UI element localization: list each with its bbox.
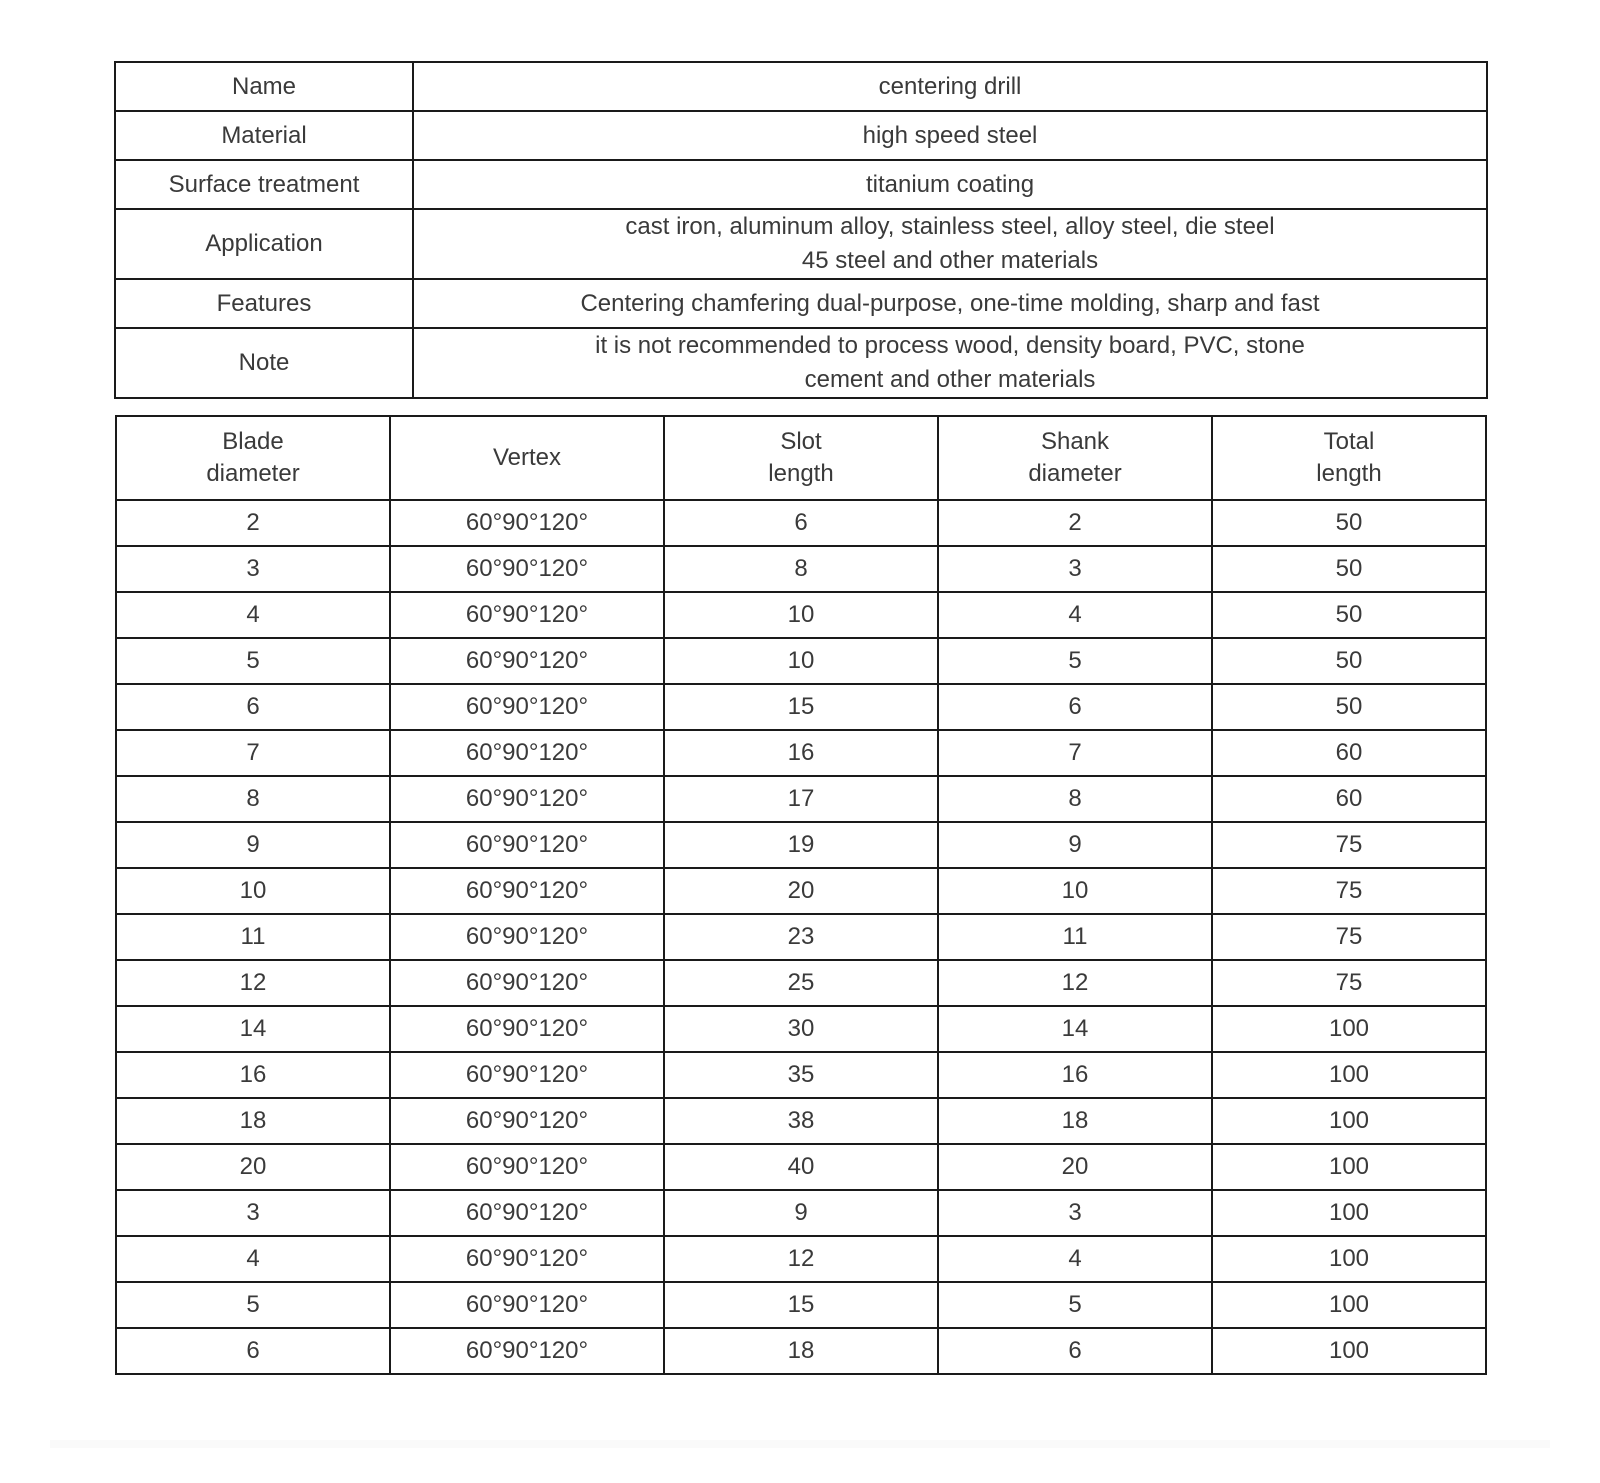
table-cell: 14 — [116, 1006, 390, 1052]
info-value — [413, 279, 1487, 328]
table-cell: 60°90°120° — [390, 1328, 664, 1374]
table-cell: 25 — [664, 960, 938, 1006]
table-cell: 11 — [938, 914, 1212, 960]
table-row — [116, 730, 1486, 776]
table-row — [116, 1328, 1486, 1374]
table-cell: 9 — [938, 822, 1212, 868]
info-value-line: it is not recommended to process wood, density board, PVC, stone — [595, 332, 1305, 359]
spec-header-line: length — [768, 460, 834, 487]
product-info-table — [114, 61, 1488, 399]
info-value — [413, 160, 1487, 209]
table-row — [116, 960, 1486, 1006]
table-cell: 5 — [938, 1282, 1212, 1328]
info-value-line: Centering chamfering dual-purpose, one-time molding, sharp and fast — [580, 289, 1320, 317]
table-cell: 16 — [664, 730, 938, 776]
table-cell: 10 — [938, 868, 1212, 914]
table-row — [116, 1144, 1486, 1190]
table-cell: 60°90°120° — [390, 546, 664, 592]
table-cell: 60°90°120° — [390, 1144, 664, 1190]
table-cell: 8 — [116, 776, 390, 822]
spec-column-header — [664, 416, 938, 500]
table-cell: 4 — [116, 1236, 390, 1282]
table-cell: 3 — [116, 546, 390, 592]
table-cell: 40 — [664, 1144, 938, 1190]
table-cell: 60°90°120° — [390, 868, 664, 914]
table-cell: 50 — [1212, 500, 1486, 546]
table-cell: 50 — [1212, 592, 1486, 638]
table-cell: 60°90°120° — [390, 822, 664, 868]
table-cell: 10 — [664, 592, 938, 638]
table-cell: 5 — [116, 638, 390, 684]
table-cell: 60°90°120° — [390, 1282, 664, 1328]
table-cell: 60 — [1212, 776, 1486, 822]
table-cell: 60 — [1212, 730, 1486, 776]
table-cell: 8 — [664, 546, 938, 592]
table-cell: 12 — [938, 960, 1212, 1006]
table-cell: 4 — [938, 592, 1212, 638]
table-row — [116, 1098, 1486, 1144]
table-cell: 60°90°120° — [390, 592, 664, 638]
table-cell: 20 — [116, 1144, 390, 1190]
table-cell: 60°90°120° — [390, 1052, 664, 1098]
table-cell: 60°90°120° — [390, 1006, 664, 1052]
table-cell: 60°90°120° — [390, 638, 664, 684]
table-cell: 18 — [116, 1098, 390, 1144]
table-row — [116, 1236, 1486, 1282]
table-row — [116, 500, 1486, 546]
table-cell: 100 — [1212, 1006, 1486, 1052]
info-value-line: cast iron, aluminum alloy, stainless steel, alloy steel, die steel — [625, 213, 1275, 240]
info-value — [413, 209, 1487, 279]
table-cell: 60°90°120° — [390, 500, 664, 546]
table-cell: 60°90°120° — [390, 730, 664, 776]
table-cell: 100 — [1212, 1236, 1486, 1282]
table-cell: 100 — [1212, 1052, 1486, 1098]
spec-header-line: Vertex — [492, 444, 562, 471]
info-label: Features — [115, 279, 413, 328]
spec-header-line: length — [1316, 460, 1382, 487]
info-value-line: centering drill — [878, 72, 1022, 100]
table-row — [116, 822, 1486, 868]
table-row — [116, 546, 1486, 592]
table-cell: 18 — [664, 1328, 938, 1374]
info-value-line: titanium coating — [865, 170, 1035, 198]
table-cell: 17 — [664, 776, 938, 822]
bottom-shade — [50, 1440, 1550, 1448]
product-info-body — [115, 62, 1487, 398]
table-cell: 6 — [664, 500, 938, 546]
table-cell: 50 — [1212, 684, 1486, 730]
table-cell: 12 — [664, 1236, 938, 1282]
info-row — [115, 279, 1487, 328]
info-row — [115, 62, 1487, 111]
spec-header-line: Blade — [222, 428, 284, 455]
table-cell: 4 — [116, 592, 390, 638]
table-cell: 7 — [116, 730, 390, 776]
spec-header-line: diameter — [206, 460, 300, 487]
table-row — [116, 868, 1486, 914]
spec-column-header — [938, 416, 1212, 500]
table-cell: 4 — [938, 1236, 1212, 1282]
table-cell: 12 — [116, 960, 390, 1006]
spec-body — [116, 500, 1486, 1374]
table-cell: 9 — [664, 1190, 938, 1236]
table-cell: 6 — [938, 1328, 1212, 1374]
table-cell: 15 — [664, 684, 938, 730]
table-cell: 3 — [116, 1190, 390, 1236]
table-row — [116, 776, 1486, 822]
table-cell: 20 — [664, 868, 938, 914]
info-row — [115, 111, 1487, 160]
table-cell: 60°90°120° — [390, 960, 664, 1006]
table-cell: 75 — [1212, 822, 1486, 868]
table-cell: 14 — [938, 1006, 1212, 1052]
table-cell: 75 — [1212, 960, 1486, 1006]
table-cell: 75 — [1212, 914, 1486, 960]
table-cell: 100 — [1212, 1098, 1486, 1144]
table-cell: 2 — [116, 500, 390, 546]
table-cell: 100 — [1212, 1282, 1486, 1328]
table-cell: 2 — [938, 500, 1212, 546]
table-cell: 100 — [1212, 1190, 1486, 1236]
table-cell: 6 — [116, 1328, 390, 1374]
table-cell: 23 — [664, 914, 938, 960]
table-cell: 100 — [1212, 1328, 1486, 1374]
table-cell: 3 — [938, 546, 1212, 592]
table-cell: 18 — [938, 1098, 1212, 1144]
spec-column-header — [390, 416, 664, 500]
table-cell: 38 — [664, 1098, 938, 1144]
table-cell: 35 — [664, 1052, 938, 1098]
table-row — [116, 914, 1486, 960]
table-cell: 100 — [1212, 1144, 1486, 1190]
table-cell: 60°90°120° — [390, 1190, 664, 1236]
table-cell: 10 — [116, 868, 390, 914]
table-cell: 5 — [938, 638, 1212, 684]
table-cell: 75 — [1212, 868, 1486, 914]
table-cell: 8 — [938, 776, 1212, 822]
table-cell: 15 — [664, 1282, 938, 1328]
info-label: Name — [115, 62, 413, 111]
table-cell: 60°90°120° — [390, 684, 664, 730]
table-cell: 60°90°120° — [390, 1236, 664, 1282]
info-row — [115, 209, 1487, 279]
table-row — [116, 638, 1486, 684]
table-cell: 60°90°120° — [390, 776, 664, 822]
spec-header-line: Total — [1323, 428, 1375, 455]
table-cell: 11 — [116, 914, 390, 960]
info-value-line: cement and other materials — [804, 366, 1096, 393]
info-value — [413, 111, 1487, 160]
table-cell: 60°90°120° — [390, 914, 664, 960]
info-label: Surface treatment — [115, 160, 413, 209]
spec-column-header — [116, 416, 390, 500]
info-value-line: 45 steel and other materials — [801, 247, 1099, 274]
table-row — [116, 1282, 1486, 1328]
table-cell: 10 — [664, 638, 938, 684]
spec-header-line: Shank — [1040, 428, 1110, 455]
info-row — [115, 328, 1487, 398]
spec-header-line: diameter — [1028, 460, 1122, 487]
table-row — [116, 1006, 1486, 1052]
table-row — [116, 1190, 1486, 1236]
spec-column-header — [1212, 416, 1486, 500]
table-cell: 60°90°120° — [390, 1098, 664, 1144]
spec-header-line: Slot — [780, 428, 822, 455]
table-cell: 19 — [664, 822, 938, 868]
info-value — [413, 328, 1487, 398]
info-label: Material — [115, 111, 413, 160]
table-cell: 9 — [116, 822, 390, 868]
spec-header-row — [116, 416, 1486, 500]
table-cell: 6 — [116, 684, 390, 730]
info-value — [413, 62, 1487, 111]
table-row — [116, 684, 1486, 730]
table-cell: 6 — [938, 684, 1212, 730]
table-cell: 16 — [938, 1052, 1212, 1098]
table-row — [116, 592, 1486, 638]
info-label: Application — [115, 209, 413, 279]
table-cell: 50 — [1212, 638, 1486, 684]
table-cell: 3 — [938, 1190, 1212, 1236]
table-cell: 5 — [116, 1282, 390, 1328]
table-row — [116, 1052, 1486, 1098]
info-label: Note — [115, 328, 413, 398]
info-row — [115, 160, 1487, 209]
table-cell: 16 — [116, 1052, 390, 1098]
table-cell: 7 — [938, 730, 1212, 776]
specification-table — [115, 415, 1487, 1375]
table-cell: 20 — [938, 1144, 1212, 1190]
table-cell: 30 — [664, 1006, 938, 1052]
table-cell: 50 — [1212, 546, 1486, 592]
info-value-line: high speed steel — [862, 121, 1038, 149]
